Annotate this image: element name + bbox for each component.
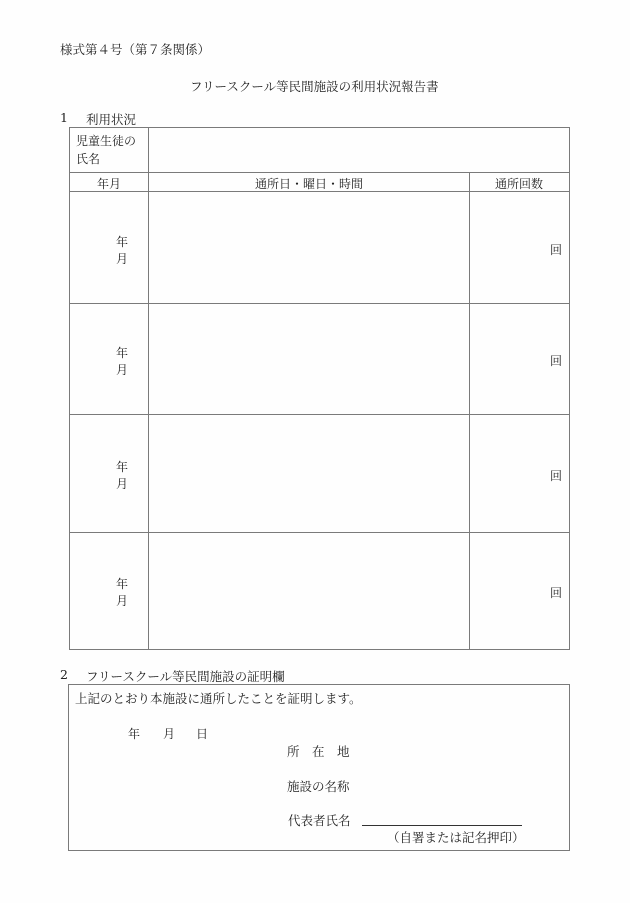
row-month-label: 月 bbox=[116, 252, 129, 266]
row-count-unit: 回 bbox=[550, 243, 563, 257]
row-month-label: 月 bbox=[116, 594, 129, 608]
address-label: 所 在 地 bbox=[287, 744, 350, 759]
date-day-label: 日 bbox=[196, 727, 209, 741]
student-name-label-1: 児童生徒の bbox=[76, 134, 137, 148]
date-year-label: 年 bbox=[128, 727, 141, 741]
col-header-days: 通所日・曜日・時間 bbox=[254, 177, 364, 191]
section1-number: 1 bbox=[60, 110, 68, 125]
section2-heading: フリースクール等民間施設の証明欄 bbox=[86, 669, 285, 684]
col-divider-count bbox=[469, 172, 470, 650]
representative-label: 代表者氏名 bbox=[288, 813, 351, 828]
row-year-label: 年 bbox=[116, 460, 129, 474]
row-days-field[interactable] bbox=[150, 193, 468, 302]
row-divider-name bbox=[69, 172, 570, 173]
row-year-label: 年 bbox=[116, 346, 129, 360]
section2-number: 2 bbox=[60, 667, 68, 682]
certification-statement: 上記のとおり本施設に通所したことを証明します。 bbox=[75, 691, 362, 706]
row-days-field[interactable] bbox=[150, 416, 468, 531]
row-divider-3 bbox=[69, 532, 570, 533]
col-header-month: 年月 bbox=[96, 177, 122, 191]
signature-line[interactable] bbox=[362, 825, 522, 826]
section1-heading: 利用状況 bbox=[86, 112, 137, 127]
student-name-field[interactable] bbox=[150, 128, 568, 171]
row-month-label: 月 bbox=[116, 363, 129, 377]
row-year-label: 年 bbox=[116, 577, 129, 591]
student-name-label-2: 氏名 bbox=[76, 152, 101, 166]
signature-note: （自署または記名押印） bbox=[387, 830, 525, 845]
row-divider-1 bbox=[69, 303, 570, 304]
row-month-label: 月 bbox=[116, 477, 129, 491]
row-count-unit: 回 bbox=[550, 469, 563, 483]
table-border-left bbox=[69, 127, 70, 650]
row-count-unit: 回 bbox=[550, 586, 563, 600]
col-divider-month bbox=[148, 127, 149, 650]
facility-name-label: 施設の名称 bbox=[287, 779, 350, 794]
date-month-label: 月 bbox=[163, 727, 176, 741]
row-year-label: 年 bbox=[116, 235, 129, 249]
table-border-right bbox=[569, 127, 570, 650]
col-header-count: 通所回数 bbox=[494, 177, 544, 191]
form-number: 様式第４号（第７条関係） bbox=[60, 42, 211, 57]
page-title: フリースクール等民間施設の利用状況報告書 bbox=[190, 79, 439, 94]
row-count-unit: 回 bbox=[550, 354, 563, 368]
row-days-field[interactable] bbox=[150, 534, 468, 648]
row-divider-2 bbox=[69, 414, 570, 415]
row-days-field[interactable] bbox=[150, 305, 468, 413]
table-border-bottom bbox=[69, 649, 570, 650]
